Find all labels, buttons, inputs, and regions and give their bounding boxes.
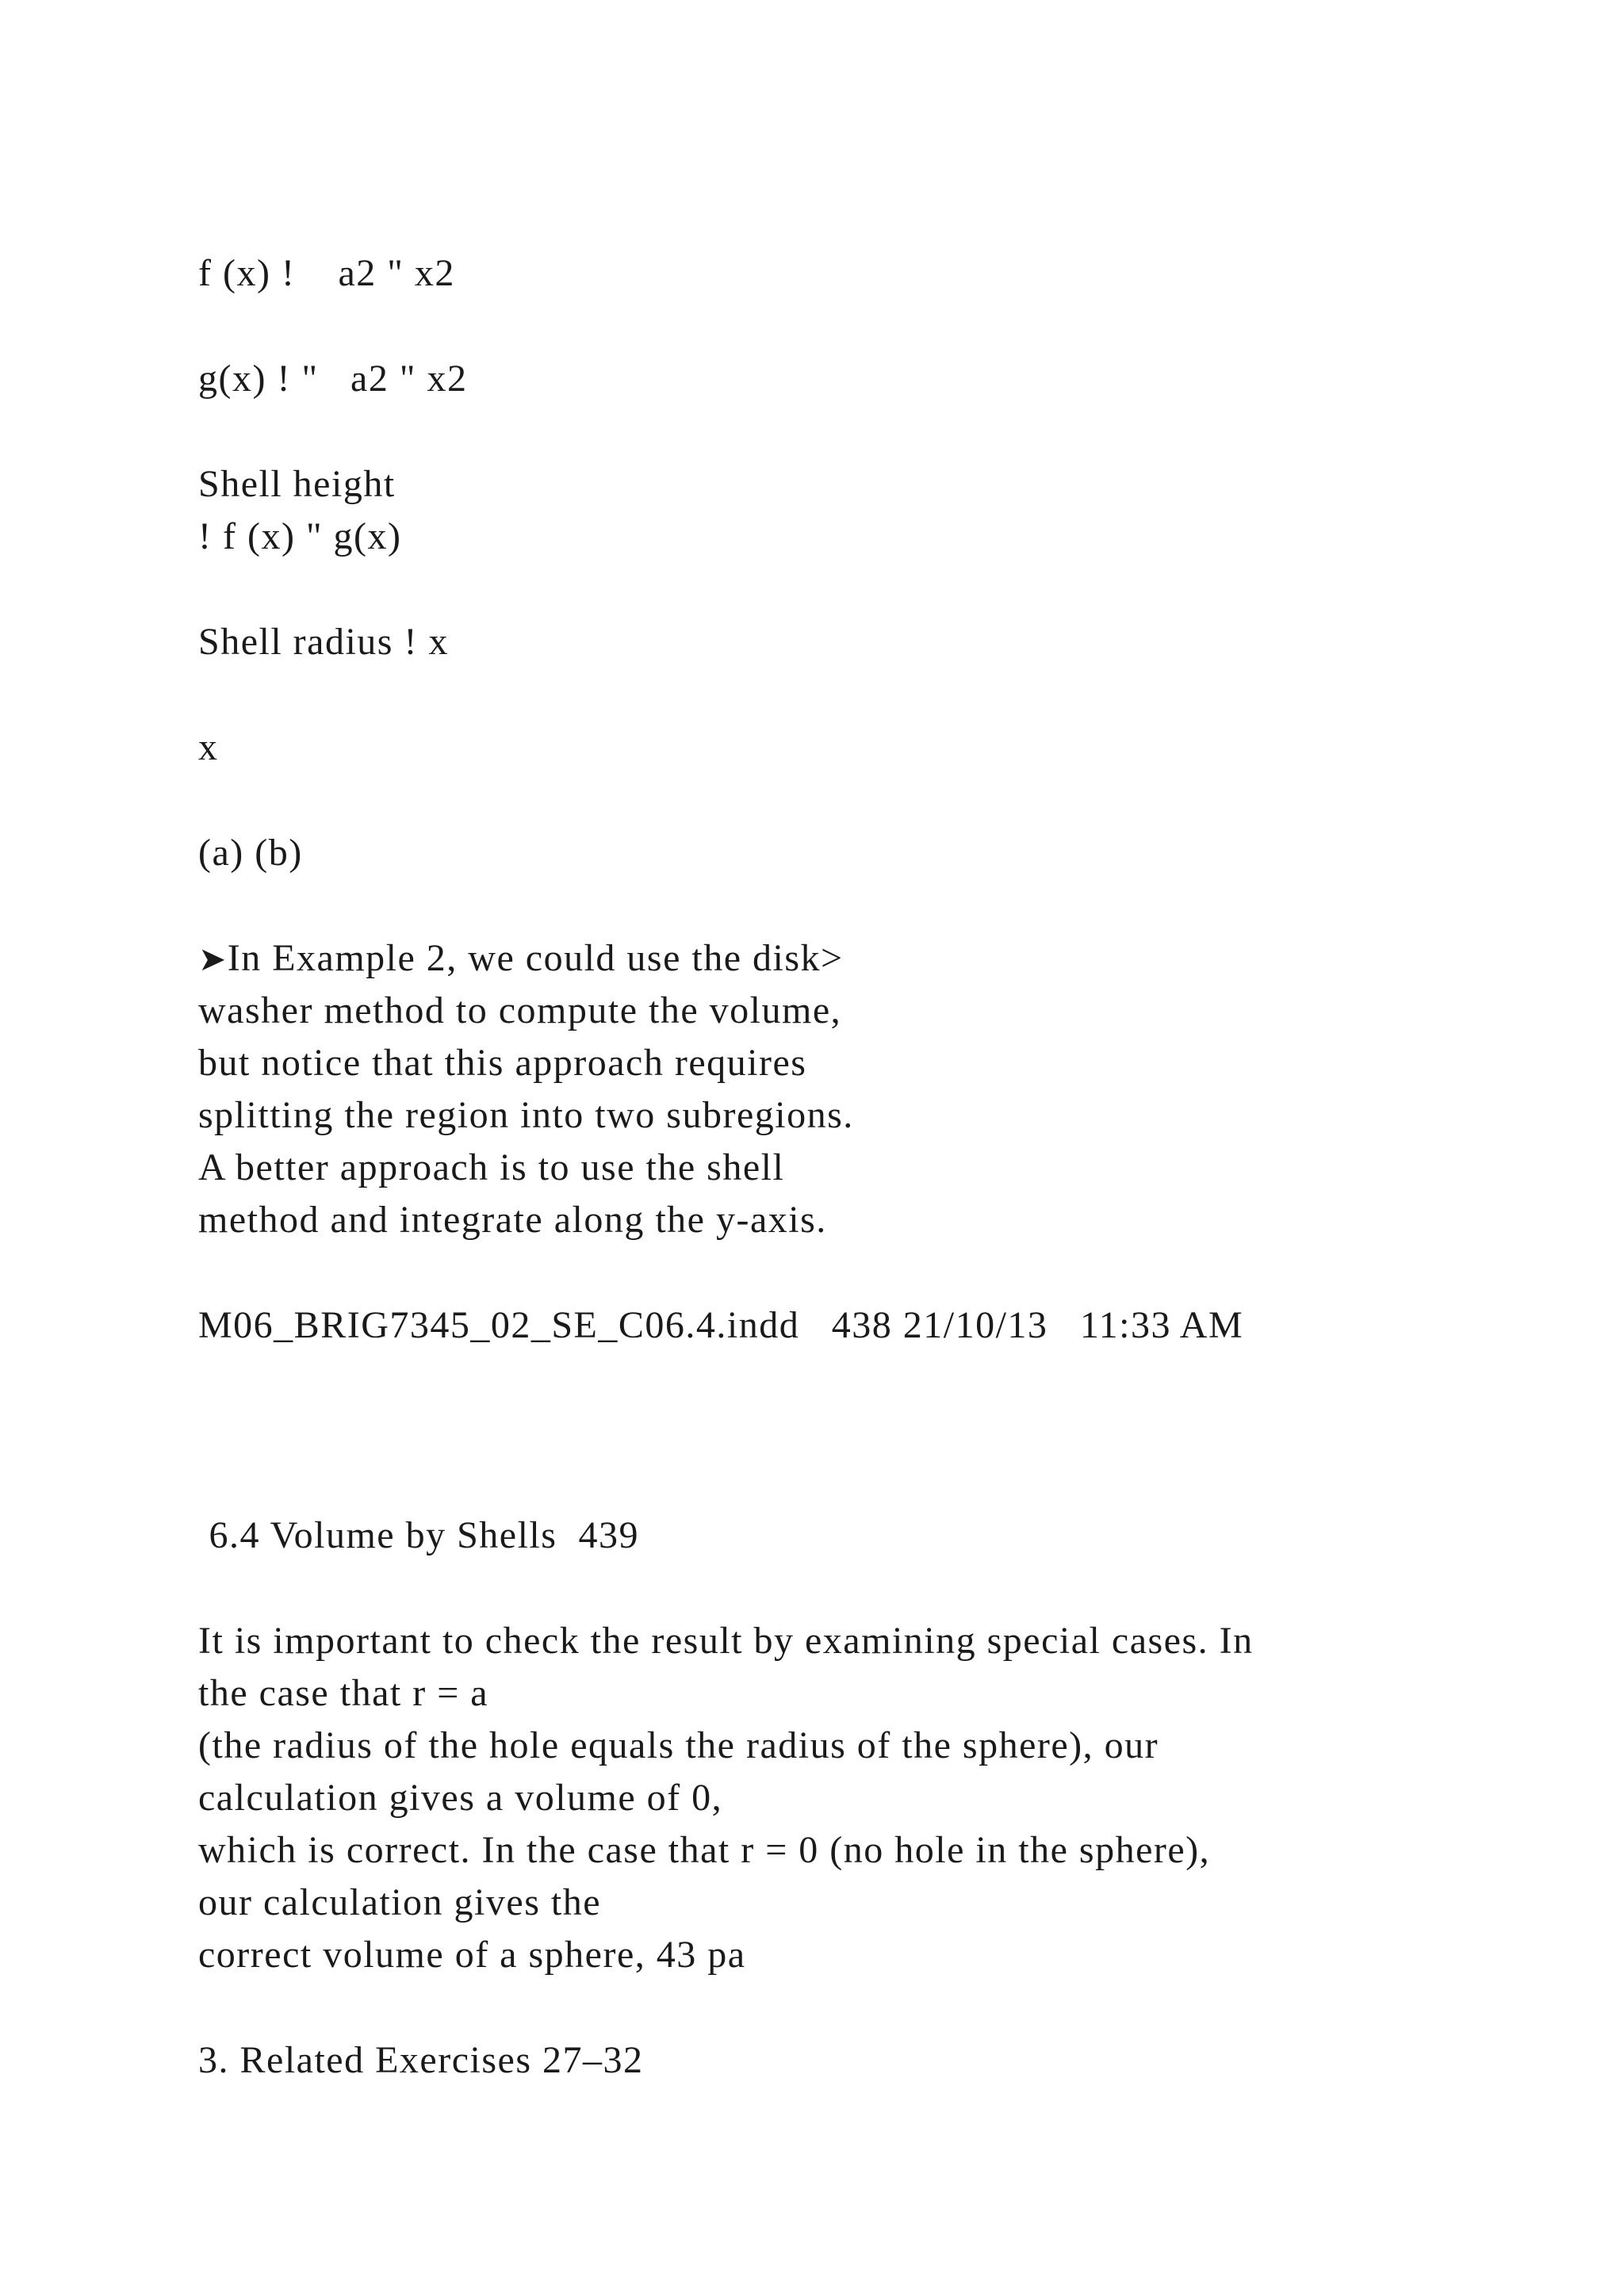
body-line-3: (the radius of the hole equals the radius of the sphere), our <box>198 1724 1159 1766</box>
shell-height-label: Shell height <box>198 463 396 505</box>
shell-radius-label: Shell radius ! x <box>198 621 449 663</box>
body-line-5: which is correct. In the case that r = 0 (no hole in the sphere), <box>198 1829 1211 1871</box>
margin-note-line-6: method and integrate along the y-axis. <box>198 1199 827 1241</box>
g-definition-label: g(x) ! " a2 " x2 <box>198 358 468 400</box>
related-exercises: 3. Related Exercises 27–32 <box>198 2039 644 2081</box>
margin-note-line-1 <box>198 932 844 985</box>
margin-note-text: In Example 2, we could use the disk> <box>227 937 844 979</box>
body-line-4: calculation gives a volume of 0, <box>198 1777 723 1819</box>
body-line-2: the case that r = a <box>198 1672 489 1714</box>
margin-note-line-4: splitting the region into two subregions. <box>198 1094 854 1136</box>
body-line-6: our calculation gives the <box>198 1881 602 1923</box>
margin-note-line-5: A better approach is to use the shell <box>198 1146 785 1188</box>
margin-note-line-3: but notice that this approach requires <box>198 1042 807 1084</box>
f-definition-label: f (x) ! a2 " x2 <box>198 252 455 294</box>
page-header: 6.4 Volume by Shells 439 <box>198 1514 639 1556</box>
figure-parts-label: (a) (b) <box>198 832 303 874</box>
body-line-7: correct volume of a sphere, 43 pa <box>198 1934 746 1976</box>
margin-note-line-2: washer method to compute the volume, <box>198 989 842 1031</box>
x-axis-label: x <box>198 726 219 768</box>
body-line-1: It is important to check the result by examining special cases. In <box>198 1620 1254 1662</box>
shell-height-expression: ! f (x) " g(x) <box>198 515 402 557</box>
arrow-icon: ➤ <box>198 939 228 978</box>
footer-slug: M06_BRIG7345_02_SE_C06.4.indd 438 21/10/13 11:33 AM <box>198 1304 1244 1346</box>
